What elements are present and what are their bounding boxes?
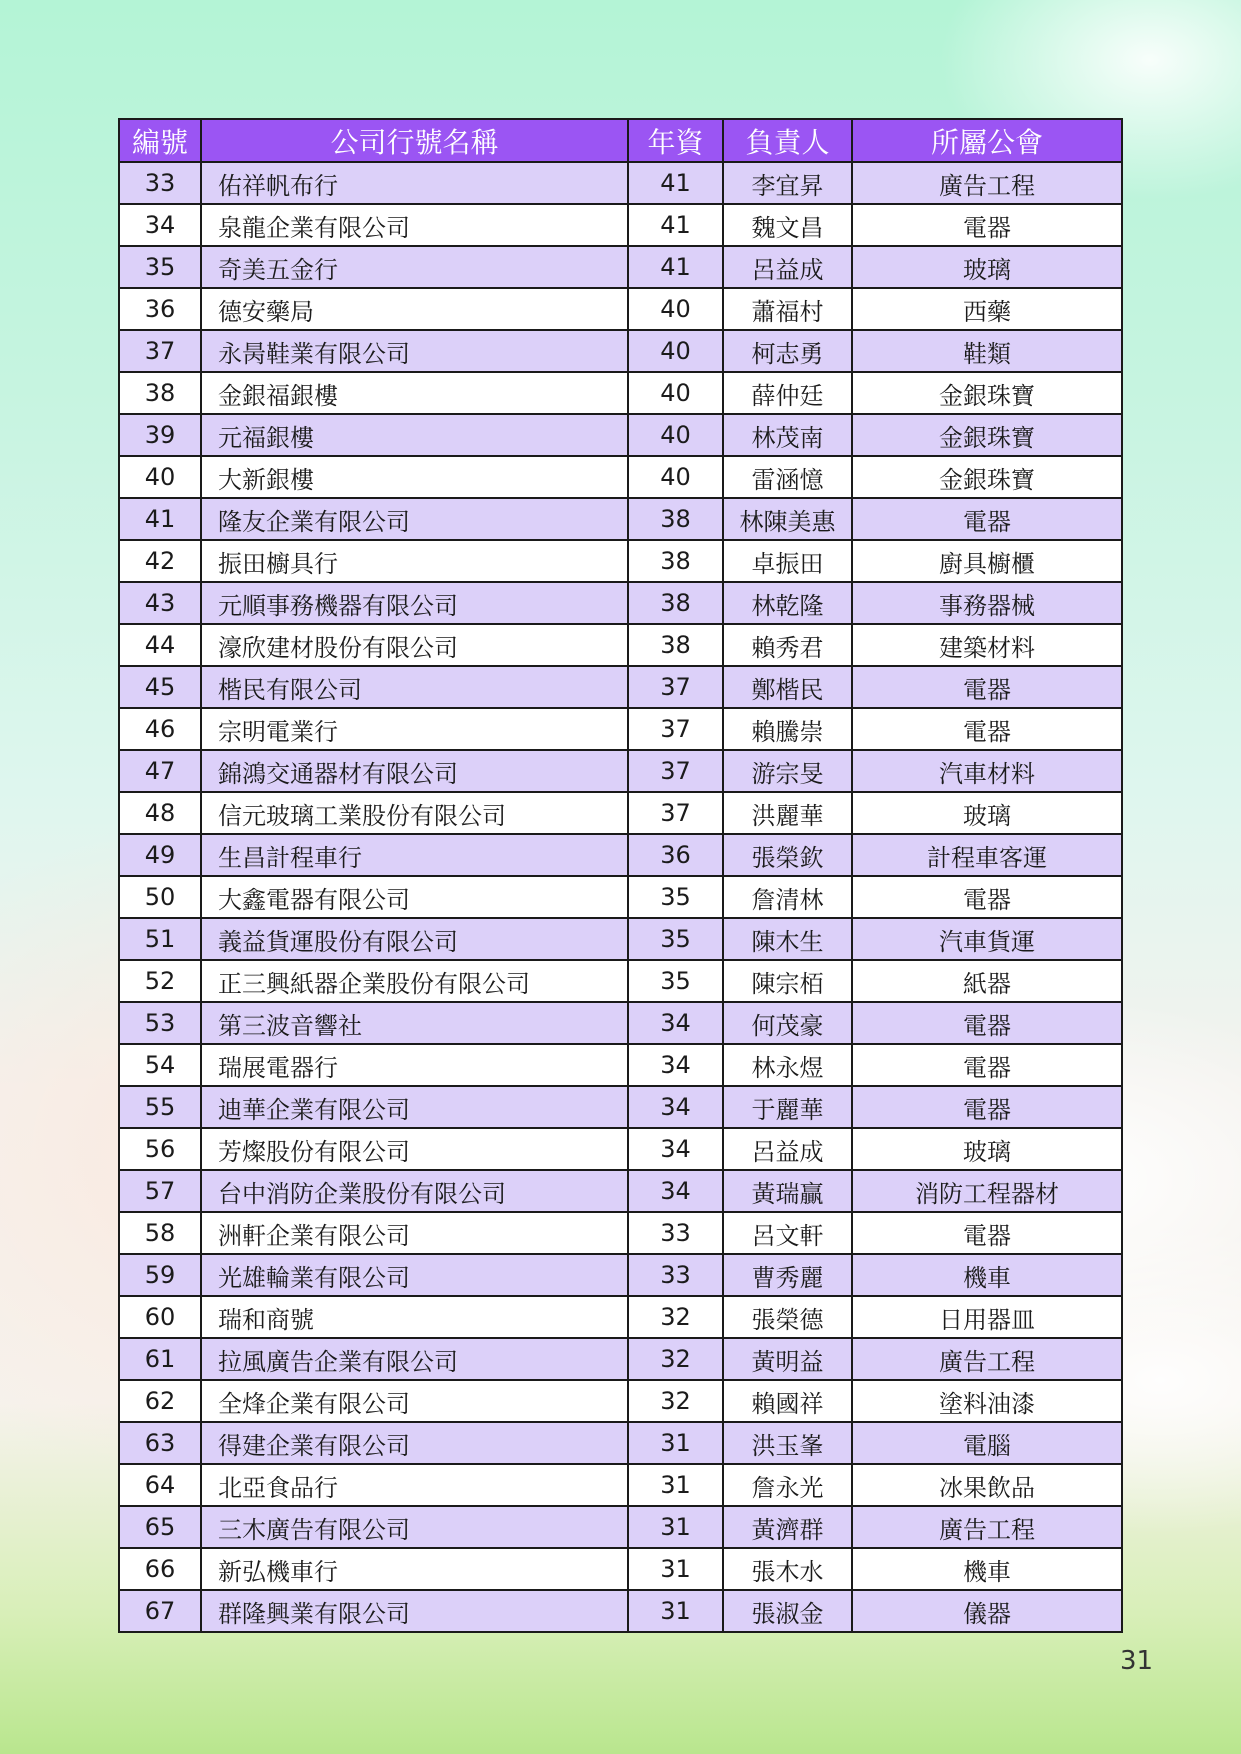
- cell-number: 61: [119, 1338, 201, 1380]
- cell-years: 34: [628, 1086, 723, 1128]
- cell-association: 金銀珠寶: [852, 372, 1122, 414]
- cell-company-name: 振田櫥具行: [201, 540, 628, 582]
- cell-number: 52: [119, 960, 201, 1002]
- cell-company-name: 迪華企業有限公司: [201, 1086, 628, 1128]
- cell-number: 33: [119, 162, 201, 204]
- cell-owner: 薛仲廷: [723, 372, 852, 414]
- cell-association: 廣告工程: [852, 1338, 1122, 1380]
- cell-company-name: 正三興紙器企業股份有限公司: [201, 960, 628, 1002]
- cell-company-name: 德安藥局: [201, 288, 628, 330]
- cell-company-name: 義益貨運股份有限公司: [201, 918, 628, 960]
- cell-number: 41: [119, 498, 201, 540]
- cell-number: 58: [119, 1212, 201, 1254]
- cell-number: 50: [119, 876, 201, 918]
- cell-company-name: 佑祥帆布行: [201, 162, 628, 204]
- cell-years: 34: [628, 1002, 723, 1044]
- cell-years: 38: [628, 540, 723, 582]
- cell-company-name: 芳燦股份有限公司: [201, 1128, 628, 1170]
- cell-company-name: 第三波音響社: [201, 1002, 628, 1044]
- cell-company-name: 大新銀樓: [201, 456, 628, 498]
- cell-association: 電器: [852, 498, 1122, 540]
- cell-owner: 張淑金: [723, 1590, 852, 1632]
- cell-years: 31: [628, 1422, 723, 1464]
- page-number: 31: [1120, 1646, 1154, 1676]
- cell-association: 玻璃: [852, 1128, 1122, 1170]
- cell-association: 塗料油漆: [852, 1380, 1122, 1422]
- cell-years: 33: [628, 1212, 723, 1254]
- cell-years: 38: [628, 624, 723, 666]
- cell-company-name: 楷民有限公司: [201, 666, 628, 708]
- table-row: [119, 456, 1122, 498]
- cell-association: 電器: [852, 876, 1122, 918]
- cell-years: 40: [628, 372, 723, 414]
- cell-company-name: 元順事務機器有限公司: [201, 582, 628, 624]
- cell-association: 事務器械: [852, 582, 1122, 624]
- table-row: [119, 1296, 1122, 1338]
- cell-association: 鞋類: [852, 330, 1122, 372]
- cell-owner: 于麗華: [723, 1086, 852, 1128]
- header-owner: 負責人: [723, 119, 852, 162]
- cell-association: 西藥: [852, 288, 1122, 330]
- cell-association: 機車: [852, 1254, 1122, 1296]
- cell-number: 45: [119, 666, 201, 708]
- cell-years: 36: [628, 834, 723, 876]
- cell-number: 67: [119, 1590, 201, 1632]
- cell-owner: 呂益成: [723, 246, 852, 288]
- cell-company-name: 宗明電業行: [201, 708, 628, 750]
- cell-years: 33: [628, 1254, 723, 1296]
- cell-number: 64: [119, 1464, 201, 1506]
- cell-number: 34: [119, 204, 201, 246]
- cell-number: 59: [119, 1254, 201, 1296]
- cell-owner: 林永煜: [723, 1044, 852, 1086]
- cell-number: 42: [119, 540, 201, 582]
- cell-years: 31: [628, 1548, 723, 1590]
- header-number: 編號: [119, 119, 201, 162]
- cell-association: 電器: [852, 1086, 1122, 1128]
- cell-association: 日用器皿: [852, 1296, 1122, 1338]
- cell-association: 電器: [852, 204, 1122, 246]
- cell-number: 51: [119, 918, 201, 960]
- table-row: [119, 540, 1122, 582]
- cell-number: 46: [119, 708, 201, 750]
- cell-number: 37: [119, 330, 201, 372]
- cell-years: 37: [628, 708, 723, 750]
- table-row: [119, 330, 1122, 372]
- cell-years: 34: [628, 1044, 723, 1086]
- cell-years: 38: [628, 498, 723, 540]
- table-row: [119, 960, 1122, 1002]
- cell-years: 40: [628, 288, 723, 330]
- cell-owner: 張木水: [723, 1548, 852, 1590]
- table-row: [119, 582, 1122, 624]
- cell-number: 56: [119, 1128, 201, 1170]
- cell-years: 40: [628, 414, 723, 456]
- cell-association: 冰果飲品: [852, 1464, 1122, 1506]
- cell-owner: 林乾隆: [723, 582, 852, 624]
- cell-owner: 呂文軒: [723, 1212, 852, 1254]
- cell-owner: 魏文昌: [723, 204, 852, 246]
- table-row: [119, 1212, 1122, 1254]
- cell-years: 32: [628, 1380, 723, 1422]
- cell-association: 建築材料: [852, 624, 1122, 666]
- cell-owner: 柯志勇: [723, 330, 852, 372]
- cell-owner: 蕭福村: [723, 288, 852, 330]
- cell-association: 金銀珠寶: [852, 456, 1122, 498]
- cell-company-name: 金銀福銀樓: [201, 372, 628, 414]
- table-row: [119, 750, 1122, 792]
- cell-years: 35: [628, 960, 723, 1002]
- cell-number: 65: [119, 1506, 201, 1548]
- cell-years: 40: [628, 330, 723, 372]
- membership-table: [118, 118, 1123, 1633]
- cell-company-name: 全烽企業有限公司: [201, 1380, 628, 1422]
- table-row: [119, 834, 1122, 876]
- table-row: [119, 1380, 1122, 1422]
- table-row: [119, 1128, 1122, 1170]
- table-row: [119, 1464, 1122, 1506]
- cell-years: 37: [628, 666, 723, 708]
- table-row: [119, 246, 1122, 288]
- cell-association: 廣告工程: [852, 1506, 1122, 1548]
- cell-company-name: 信元玻璃工業股份有限公司: [201, 792, 628, 834]
- cell-owner: 林茂南: [723, 414, 852, 456]
- table-row: [119, 1506, 1122, 1548]
- cell-years: 31: [628, 1506, 723, 1548]
- cell-number: 48: [119, 792, 201, 834]
- cell-owner: 卓振田: [723, 540, 852, 582]
- cell-number: 57: [119, 1170, 201, 1212]
- table-row: [119, 708, 1122, 750]
- cell-association: 紙器: [852, 960, 1122, 1002]
- cell-number: 43: [119, 582, 201, 624]
- cell-association: 電腦: [852, 1422, 1122, 1464]
- cell-years: 41: [628, 246, 723, 288]
- cell-company-name: 三木廣告有限公司: [201, 1506, 628, 1548]
- cell-number: 55: [119, 1086, 201, 1128]
- cell-number: 66: [119, 1548, 201, 1590]
- cell-number: 54: [119, 1044, 201, 1086]
- cell-years: 34: [628, 1170, 723, 1212]
- table-row: [119, 876, 1122, 918]
- cell-number: 49: [119, 834, 201, 876]
- cell-association: 電器: [852, 1044, 1122, 1086]
- cell-number: 44: [119, 624, 201, 666]
- cell-company-name: 台中消防企業股份有限公司: [201, 1170, 628, 1212]
- cell-company-name: 新弘機車行: [201, 1548, 628, 1590]
- cell-association: 汽車貨運: [852, 918, 1122, 960]
- cell-years: 32: [628, 1296, 723, 1338]
- cell-owner: 黃明益: [723, 1338, 852, 1380]
- cell-owner: 何茂豪: [723, 1002, 852, 1044]
- cell-owner: 詹清林: [723, 876, 852, 918]
- cell-years: 31: [628, 1464, 723, 1506]
- cell-years: 41: [628, 204, 723, 246]
- cell-years: 37: [628, 792, 723, 834]
- cell-owner: 游宗旻: [723, 750, 852, 792]
- table-row: [119, 1002, 1122, 1044]
- table-header-row: [119, 119, 1122, 162]
- cell-owner: 賴國祥: [723, 1380, 852, 1422]
- cell-number: 35: [119, 246, 201, 288]
- table-row: [119, 1170, 1122, 1212]
- table-row: [119, 1338, 1122, 1380]
- cell-company-name: 光雄輪業有限公司: [201, 1254, 628, 1296]
- cell-association: 消防工程器材: [852, 1170, 1122, 1212]
- cell-number: 40: [119, 456, 201, 498]
- table-row: [119, 204, 1122, 246]
- cell-company-name: 隆友企業有限公司: [201, 498, 628, 540]
- header-years: 年資: [628, 119, 723, 162]
- cell-association: 電器: [852, 708, 1122, 750]
- cell-owner: 林陳美惠: [723, 498, 852, 540]
- cell-company-name: 元福銀樓: [201, 414, 628, 456]
- cell-years: 32: [628, 1338, 723, 1380]
- cell-association: 廚具櫥櫃: [852, 540, 1122, 582]
- cell-company-name: 泉龍企業有限公司: [201, 204, 628, 246]
- cell-owner: 鄭楷民: [723, 666, 852, 708]
- cell-owner: 李宜昇: [723, 162, 852, 204]
- table-row: [119, 498, 1122, 540]
- cell-owner: 雷涵憶: [723, 456, 852, 498]
- cell-owner: 黃濟群: [723, 1506, 852, 1548]
- cell-association: 玻璃: [852, 792, 1122, 834]
- cell-number: 60: [119, 1296, 201, 1338]
- cell-years: 34: [628, 1128, 723, 1170]
- cell-number: 47: [119, 750, 201, 792]
- cell-years: 38: [628, 582, 723, 624]
- cell-association: 電器: [852, 666, 1122, 708]
- cell-association: 廣告工程: [852, 162, 1122, 204]
- cell-years: 31: [628, 1590, 723, 1632]
- cell-company-name: 得建企業有限公司: [201, 1422, 628, 1464]
- cell-years: 37: [628, 750, 723, 792]
- table-row: [119, 1548, 1122, 1590]
- table-row: [119, 1044, 1122, 1086]
- table-row: [119, 414, 1122, 456]
- cell-association: 電器: [852, 1212, 1122, 1254]
- cell-number: 39: [119, 414, 201, 456]
- table-body: [119, 162, 1122, 1632]
- cell-company-name: 錦鴻交通器材有限公司: [201, 750, 628, 792]
- cell-association: 儀器: [852, 1590, 1122, 1632]
- cell-owner: 張榮欽: [723, 834, 852, 876]
- cell-association: 機車: [852, 1548, 1122, 1590]
- table-row: [119, 624, 1122, 666]
- cell-owner: 賴秀君: [723, 624, 852, 666]
- cell-number: 62: [119, 1380, 201, 1422]
- table-row: [119, 1254, 1122, 1296]
- cell-company-name: 群隆興業有限公司: [201, 1590, 628, 1632]
- cell-association: 玻璃: [852, 246, 1122, 288]
- cell-owner: 呂益成: [723, 1128, 852, 1170]
- cell-number: 53: [119, 1002, 201, 1044]
- cell-number: 36: [119, 288, 201, 330]
- cell-owner: 陳宗栢: [723, 960, 852, 1002]
- header-association: 所屬公會: [852, 119, 1122, 162]
- table-row: [119, 792, 1122, 834]
- cell-association: 計程車客運: [852, 834, 1122, 876]
- cell-company-name: 濠欣建材股份有限公司: [201, 624, 628, 666]
- cell-number: 63: [119, 1422, 201, 1464]
- header-company-name: 公司行號名稱: [201, 119, 628, 162]
- cell-owner: 詹永光: [723, 1464, 852, 1506]
- cell-owner: 黃瑞贏: [723, 1170, 852, 1212]
- cell-company-name: 洲軒企業有限公司: [201, 1212, 628, 1254]
- cell-company-name: 永昺鞋業有限公司: [201, 330, 628, 372]
- cell-company-name: 瑞和商號: [201, 1296, 628, 1338]
- cell-number: 38: [119, 372, 201, 414]
- cell-company-name: 瑞展電器行: [201, 1044, 628, 1086]
- table-row: [119, 1590, 1122, 1632]
- table-row: [119, 1422, 1122, 1464]
- cell-association: 電器: [852, 1002, 1122, 1044]
- table-row: [119, 162, 1122, 204]
- cell-association: 金銀珠寶: [852, 414, 1122, 456]
- cell-years: 35: [628, 918, 723, 960]
- table-row: [119, 288, 1122, 330]
- cell-years: 40: [628, 456, 723, 498]
- cell-owner: 洪麗華: [723, 792, 852, 834]
- cell-owner: 陳木生: [723, 918, 852, 960]
- table-row: [119, 372, 1122, 414]
- table-row: [119, 918, 1122, 960]
- cell-owner: 賴騰崇: [723, 708, 852, 750]
- cell-company-name: 生昌計程車行: [201, 834, 628, 876]
- cell-owner: 張榮德: [723, 1296, 852, 1338]
- cell-company-name: 大鑫電器有限公司: [201, 876, 628, 918]
- cell-owner: 曹秀麗: [723, 1254, 852, 1296]
- table-row: [119, 666, 1122, 708]
- cell-company-name: 奇美五金行: [201, 246, 628, 288]
- cell-owner: 洪玉峯: [723, 1422, 852, 1464]
- cell-association: 汽車材料: [852, 750, 1122, 792]
- cell-years: 41: [628, 162, 723, 204]
- cell-company-name: 拉風廣告企業有限公司: [201, 1338, 628, 1380]
- cell-company-name: 北亞食品行: [201, 1464, 628, 1506]
- cell-years: 35: [628, 876, 723, 918]
- table-row: [119, 1086, 1122, 1128]
